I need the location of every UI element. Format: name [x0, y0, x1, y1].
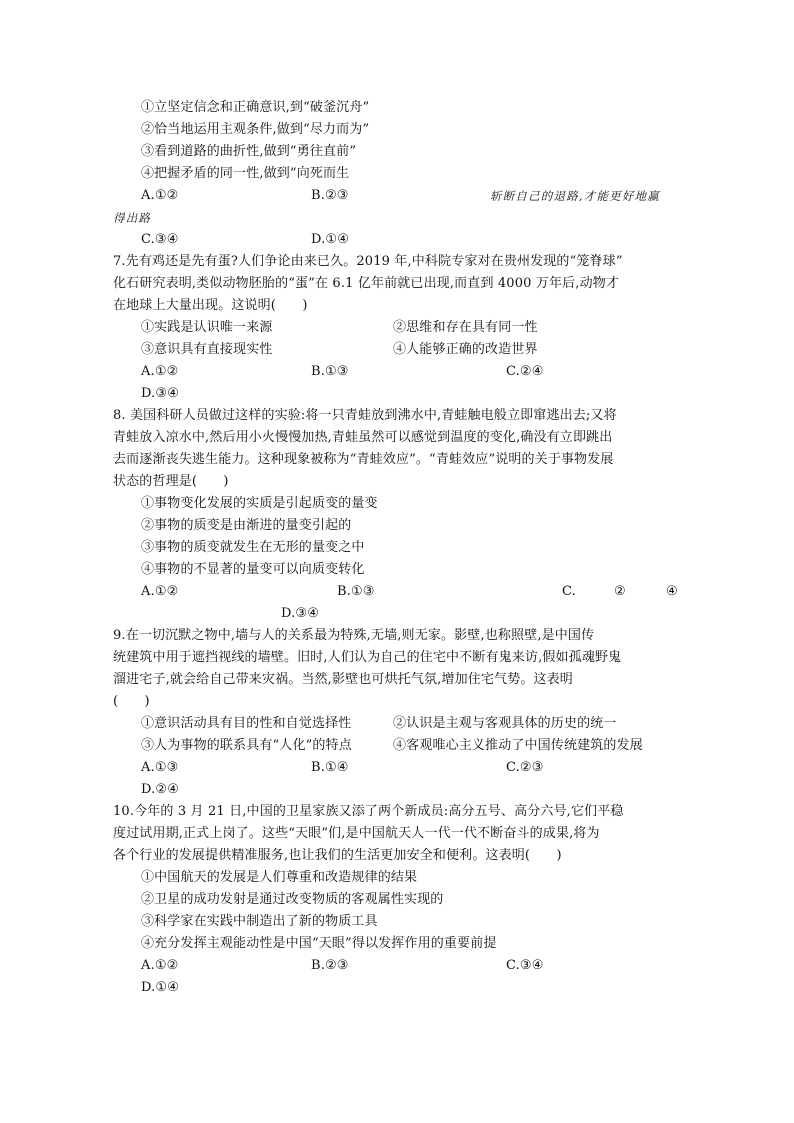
question-9-stem-line-1: 9.在一切沉默之物中,墙与人的关系最为特殊,无墙,则无家。影壁,也称照壁,是中国传: [113, 628, 595, 643]
choice-c-item-2: ④: [666, 584, 678, 599]
option-1: ①立坚定信念和正确意识,到“破釜沉舟”: [141, 100, 370, 115]
option-1: ①意识活动具有目的性和自觉选择性: [141, 716, 352, 731]
option-4: ④人能够正确的改造世界: [393, 342, 538, 357]
question-10-stem-line-1: 10.今年的 3 月 21 日,中国的卫星家族又添了两个新成员:高分五号、高分六号,它们平稳: [113, 804, 624, 819]
question-7-stem-line-3: 在地球上大量出现。这说明( ): [113, 298, 308, 313]
option-2: ②卫星的成功发射是通过改变物质的客观属性实现的: [141, 892, 444, 907]
choice-c: C.②③: [506, 760, 544, 775]
option-4: ④把握矛盾的同一性,做到“向死而生: [141, 166, 350, 181]
choice-a: A.①②: [141, 188, 179, 203]
choice-d: D.①④: [141, 980, 180, 995]
question-10-stem-line-3: 各个行业的发展提供精准服务,也让我们的生活更加安全和便利。这表明( ): [113, 848, 562, 863]
question-8-stem-line-3: 去而逐渐丧失逃生能力。这种现象被称为“青蛙效应”。“青蛙效应”说明的关于事物发展: [113, 452, 614, 467]
option-4: ④事物的不显著的量变可以向质变转化: [141, 562, 365, 577]
inline-note: 斩断自己的退路,才能更好地赢: [490, 189, 660, 203]
option-1: ①中国航天的发展是人们尊重和改造规律的结果: [141, 870, 418, 885]
option-3: ③事物的质变就发生在无形的量变之中: [141, 540, 365, 555]
option-3: ③人为事物的联系具有“人化”的特点: [141, 738, 352, 753]
option-3: ③看到道路的曲折性,做到“勇往直前”: [141, 144, 357, 159]
question-7-stem-line-1: 7.先有鸡还是先有蛋?人们争论由来已久。2019 年,中科院专家对在贵州发现的“笼脊球”: [113, 254, 623, 269]
option-4: ④客观唯心主义推动了中国传统建筑的发展: [393, 738, 643, 753]
question-8-stem-line-1: 8. 美国科研人员做过这样的实验:将一只青蛙放到沸水中,青蛙触电般立即窜逃出去;又将: [113, 408, 617, 423]
choice-b: B.①③: [311, 364, 349, 379]
question-8-stem-line-4: 状态的哲理是( ): [113, 474, 229, 489]
option-3: ③科学家在实践中制造出了新的物质工具: [141, 914, 378, 929]
option-1: ①事物变化发展的实质是引起质变的量变: [141, 496, 378, 511]
choice-b: B.②③: [311, 188, 349, 203]
option-1: ①实践是认识唯一来源: [141, 320, 273, 335]
choice-a: A.①②: [141, 584, 179, 599]
question-8-stem-line-2: 青蛙放入凉水中,然后用小火慢慢加热,青蛙虽然可以感觉到温度的变化,确没有立即跳出: [113, 430, 613, 445]
option-2: ②思维和存在具有同一性: [393, 320, 538, 335]
choice-b: B.①③: [337, 584, 375, 599]
question-7-stem-line-2: 化石研究表明,类似动物胚胎的“蛋”在 6.1 亿年前就已出现,而直到 4000 万年后,动物才: [113, 276, 620, 291]
choice-d: D.②④: [141, 782, 180, 797]
option-2: ②认识是主观与客观具体的历史的统一: [393, 716, 617, 731]
option-2: ②事物的质变是由渐进的量变引起的: [141, 518, 352, 533]
option-4: ④充分发挥主观能动性是中国“天眼”得以发挥作用的重要前提: [141, 936, 497, 951]
choice-a: A.①②: [141, 364, 179, 379]
inline-note-tail: 得出路: [113, 211, 152, 225]
choice-c-letter: C.: [562, 584, 576, 599]
choice-c: C.②④: [506, 364, 544, 379]
choice-b: B.②③: [311, 958, 349, 973]
choice-d: D.①④: [311, 232, 350, 247]
question-9-stem-line-3: 溜进宅子,就会给自己带来灾祸。当然,影壁也可烘托气氛,增加住宅气势。这表明: [113, 672, 573, 687]
choice-d: D.③④: [141, 386, 180, 401]
choice-c-item-1: ②: [614, 584, 626, 599]
choice-d: D.③④: [281, 606, 320, 621]
question-9-stem-line-2: 统建筑中用于遮挡视线的墙壁。旧时,人们认为自己的住宅中不断有鬼来访,假如孤魂野鬼: [113, 650, 622, 665]
option-2: ②恰当地运用主观条件,做到“尽力而为”: [141, 122, 370, 137]
choice-b: B.①④: [311, 760, 349, 775]
question-9-stem-line-4: ( ): [113, 694, 150, 709]
question-10-stem-line-2: 度过试用期,正式上岗了。这些“天眼”们,是中国航天人一代一代不断奋斗的成果,将为: [113, 826, 600, 841]
choice-c: C.③④: [506, 958, 544, 973]
option-3: ③意识具有直接现实性: [141, 342, 273, 357]
choice-a: A.①②: [141, 958, 179, 973]
choice-a: A.①③: [141, 760, 179, 775]
choice-c: C.③④: [141, 232, 179, 247]
